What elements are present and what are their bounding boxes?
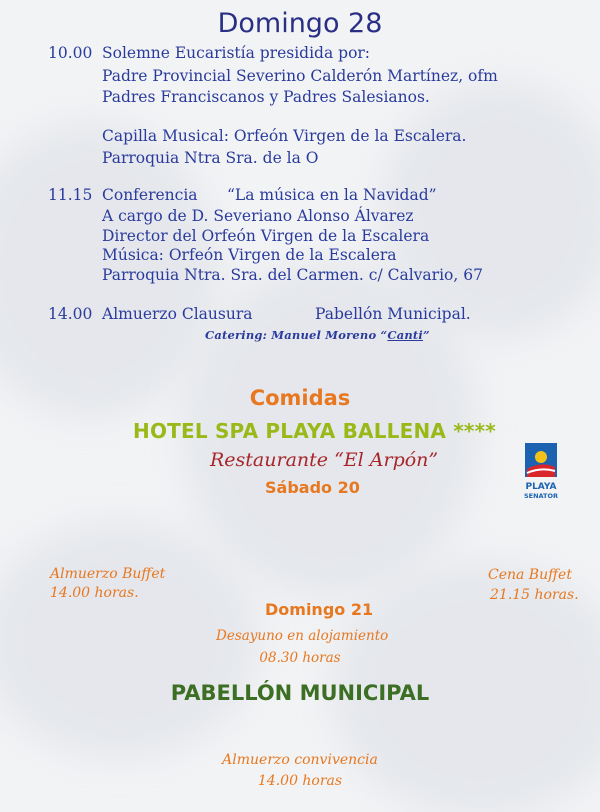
hotel-stars: **** [453, 419, 496, 443]
page-title: Domingo 28 [217, 8, 383, 39]
schedule-place: Pabellón Municipal. [315, 305, 471, 323]
desayuno-time: 08.30 horas [259, 650, 341, 666]
schedule-line: Música: Orfeón Virgen de la Escalera [102, 246, 397, 264]
hotel-label: HOTEL SPA PLAYA BALLENA [133, 419, 447, 443]
logo-word1: PLAYA [525, 482, 557, 492]
schedule-line: Capilla Musical: Orfeón Virgen de la Escalera. [102, 127, 467, 145]
hotel-name [133, 419, 496, 443]
domingo-heading: Domingo 21 [265, 600, 374, 619]
catering-prefix: Catering: Manuel Moreno [205, 328, 377, 342]
catering-name: Canti [387, 328, 423, 342]
time-10: 10.00 [48, 44, 93, 62]
sabado-heading: Sábado 20 [265, 478, 360, 497]
schedule-line: Parroquia Ntra. Sra. del Carmen. c/ Calvario, 67 [102, 266, 483, 284]
almuerzo-convivencia: Almuerzo convivencia [222, 752, 378, 768]
catering-line: Catering: Manuel Moreno “Canti” [205, 328, 430, 342]
almuerzo-buffet-time: 14.00 horas. [50, 585, 139, 601]
comidas-heading: Comidas [249, 386, 351, 410]
schedule-line: Padres Franciscanos y Padres Salesianos. [102, 88, 430, 106]
time-1115: 11.15 [48, 186, 93, 204]
restaurant-name: Restaurante “El Arpón” [210, 449, 439, 471]
conference-title: “La música en la Navidad” [227, 186, 437, 204]
schedule-line: Director del Orfeón Virgen de la Escalera [102, 227, 430, 245]
schedule-line: Almuerzo Clausura [102, 305, 253, 323]
desayuno: Desayuno en alojamiento [216, 628, 389, 644]
cena-buffet-time: 21.15 horas. [490, 587, 579, 603]
almuerzo-convivencia-time: 14.00 horas [257, 773, 343, 789]
schedule-line: Padre Provincial Severino Calderón Martínez, ofm [102, 67, 498, 85]
pabellon-heading: PABELLÓN MUNICIPAL [170, 681, 430, 705]
cena-buffet: Cena Buffet [488, 567, 572, 583]
schedule-line: Conferencia [102, 186, 198, 204]
logo-word2: SENATOR [523, 492, 559, 500]
playa-senator-icon [519, 443, 563, 505]
almuerzo-buffet: Almuerzo Buffet [50, 566, 166, 582]
schedule-line: Solemne Eucaristía presidida por: [102, 44, 371, 62]
time-14: 14.00 [48, 305, 93, 323]
schedule-line: A cargo de D. Severiano Alonso Álvarez [102, 207, 414, 225]
playa-senator-logo [519, 443, 563, 509]
schedule-line: Parroquia Ntra Sra. de la O [102, 149, 319, 167]
